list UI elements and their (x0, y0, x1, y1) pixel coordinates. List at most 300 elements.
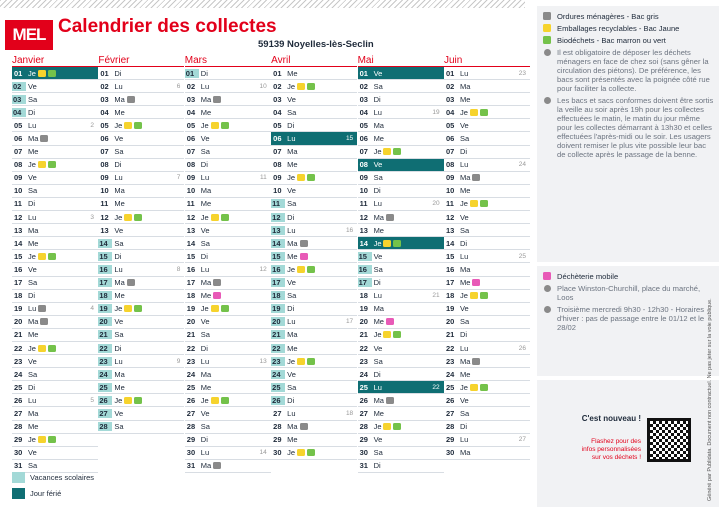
day-row (358, 67, 444, 80)
day-row (444, 224, 530, 237)
day-number: 09 (100, 173, 109, 183)
day-name: Lu (287, 317, 296, 327)
day-number: 10 (359, 186, 368, 196)
day-number: 12 (445, 212, 455, 222)
day-row (444, 303, 530, 316)
week-number: 13 (259, 357, 267, 365)
gray-bin-icon (213, 279, 221, 286)
day-name: Ma (287, 147, 298, 157)
day-row (185, 211, 271, 224)
day-name: Me (287, 435, 298, 445)
day-name: Je (459, 199, 468, 209)
day-row (358, 368, 444, 381)
day-name: Ma (114, 369, 125, 379)
day-number: 13 (14, 225, 23, 235)
day-number: 28 (273, 422, 282, 432)
legend-jaune: Emballages recyclables - Bac Jaune (557, 24, 680, 33)
day-row (12, 172, 98, 185)
day-number: 06 (273, 134, 282, 144)
day-name: Ve (373, 435, 383, 445)
day-name: Lu (200, 356, 210, 366)
day-row (98, 93, 184, 106)
day-row (12, 237, 98, 250)
day-name: Je (200, 212, 209, 222)
day-number: 16 (98, 265, 112, 274)
day-number: 21 (186, 330, 196, 340)
green-bin-icon (221, 214, 229, 221)
day-name: Je (28, 251, 36, 261)
day-row (358, 185, 444, 198)
gray-bin-icon (543, 12, 551, 20)
day-row (98, 303, 184, 316)
day-row (358, 355, 444, 368)
green-bin-icon (480, 200, 488, 207)
day-name: Me (200, 107, 212, 117)
day-name: Ma (287, 238, 298, 248)
day-name: Ma (459, 264, 471, 274)
day-number: 09 (186, 173, 196, 183)
week-number: 16 (345, 226, 354, 234)
day-row (271, 277, 357, 290)
day-name: Di (373, 278, 381, 288)
day-name: Di (114, 160, 122, 170)
day-name: Ma (114, 186, 125, 196)
day-row (271, 303, 357, 316)
green-bin-icon (393, 240, 401, 247)
day-number: 18 (14, 291, 23, 301)
day-row (98, 277, 184, 290)
day-row (185, 250, 271, 263)
day-row (185, 447, 271, 460)
month-column (12, 55, 98, 473)
key-vacances (12, 472, 94, 483)
day-name: Ma (459, 173, 471, 183)
day-name: Lu (200, 264, 210, 274)
day-number: 09 (445, 173, 455, 183)
green-bin-icon (221, 122, 229, 129)
day-number: 24 (359, 369, 368, 379)
header-hatch (0, 0, 525, 8)
day-row (12, 290, 98, 303)
day-number: 03 (100, 94, 109, 104)
gray-bin-icon (40, 135, 48, 142)
day-row (12, 277, 98, 290)
day-name: Me (459, 94, 471, 104)
day-name: Ma (200, 461, 212, 471)
day-row (358, 224, 444, 237)
day-row (98, 381, 184, 394)
day-row (185, 316, 271, 329)
day-number: 06 (14, 134, 23, 144)
day-name: Lu (287, 225, 296, 235)
month-name: Mai (358, 55, 444, 67)
day-number: 30 (359, 448, 368, 458)
day-name: Sa (287, 199, 297, 209)
day-row (12, 303, 98, 316)
yellow-bin-icon (383, 331, 391, 338)
month-column (271, 55, 357, 473)
day-number: 29 (359, 435, 368, 445)
day-name: Sa (200, 422, 210, 432)
day-row (271, 381, 357, 394)
day-name: Me (114, 291, 125, 301)
day-name: Me (114, 107, 125, 117)
green-bin-icon (393, 148, 401, 155)
day-name: Lu (28, 304, 37, 314)
green-bin-icon (48, 70, 56, 77)
day-number: 19 (98, 304, 112, 313)
green-bin-icon (307, 83, 315, 90)
day-name: Di (28, 199, 36, 209)
day-row (444, 447, 530, 460)
month-column (185, 55, 271, 473)
day-name: Me (114, 199, 125, 209)
day-name: Ma (287, 422, 298, 432)
day-name: Ma (373, 120, 384, 130)
day-name: Sa (200, 238, 210, 248)
day-name: Ve (114, 317, 124, 327)
day-name: Sa (459, 317, 470, 327)
day-row (444, 394, 530, 407)
day-name: Je (28, 435, 36, 445)
day-row (12, 93, 98, 106)
day-name: Me (459, 278, 471, 288)
week-number: 25 (518, 252, 526, 260)
day-row (12, 329, 98, 342)
day-row (12, 263, 98, 276)
day-number: 18 (445, 291, 455, 301)
day-number: 25 (98, 383, 112, 392)
day-number: 28 (186, 422, 196, 432)
day-row (185, 303, 271, 316)
gray-bin-icon (300, 423, 308, 430)
day-row (185, 277, 271, 290)
gray-bin-icon (38, 305, 46, 312)
day-number: 16 (186, 264, 196, 274)
pink-bin-icon (213, 292, 221, 299)
day-name: Ve (28, 81, 37, 91)
day-name: Ve (114, 225, 124, 235)
gray-bin-icon (472, 174, 480, 181)
decheterie-horaire: Troisième mercredi 9h30 - 12h30 - Horaires d'hiver : pas de passage entre le 01/12 et le 28/02 (557, 305, 705, 332)
week-number: 3 (90, 213, 94, 221)
clock-icon (544, 306, 551, 313)
day-number: 03 (12, 95, 26, 104)
day-name: Lu (287, 408, 296, 418)
day-number: 09 (273, 173, 282, 183)
week-number: 8 (176, 265, 181, 273)
yellow-bin-icon (38, 345, 46, 352)
day-number: 12 (14, 212, 23, 222)
day-row (12, 67, 98, 80)
day-row (271, 67, 357, 80)
day-name: Sa (28, 94, 38, 104)
day-row (12, 132, 98, 145)
day-row (271, 342, 357, 355)
day-row (98, 198, 184, 211)
day-row (358, 421, 444, 434)
day-name: Me (459, 369, 471, 379)
week-number: 17 (345, 318, 354, 326)
day-row (185, 407, 271, 420)
day-row (185, 159, 271, 172)
day-row (358, 303, 444, 316)
day-name: Di (200, 68, 208, 78)
day-row (12, 106, 98, 119)
day-row (271, 407, 357, 420)
green-bin-icon (307, 449, 315, 456)
day-name: Je (459, 382, 468, 392)
day-name: Je (287, 173, 296, 183)
day-name: Di (28, 382, 36, 392)
day-name: Sa (200, 147, 210, 157)
day-name: Ma (200, 278, 212, 288)
day-name: Ma (373, 304, 384, 314)
day-number: 22 (359, 343, 368, 353)
day-row (271, 146, 357, 159)
day-row (98, 368, 184, 381)
green-bin-icon (480, 384, 488, 391)
day-row (358, 329, 444, 342)
day-row (271, 119, 357, 132)
day-number: 02 (100, 81, 109, 91)
day-row (185, 368, 271, 381)
day-name: Di (373, 369, 381, 379)
day-number: 19 (359, 304, 368, 314)
day-name: Ve (373, 251, 383, 261)
day-row (98, 290, 184, 303)
week-number: 10 (259, 82, 267, 90)
day-row (185, 342, 271, 355)
day-number: 29 (14, 435, 23, 445)
day-number: 02 (445, 81, 455, 91)
day-number: 27 (273, 408, 282, 418)
day-name: Ma (200, 369, 212, 379)
day-name: Je (114, 212, 123, 222)
day-name: Ma (200, 186, 212, 196)
day-name: Lu (459, 435, 469, 445)
green-bin-icon (307, 358, 315, 365)
day-number: 10 (273, 186, 282, 196)
day-name: Sa (114, 422, 124, 432)
day-row (358, 237, 444, 250)
day-number: 29 (186, 435, 196, 445)
day-name: Di (200, 343, 208, 353)
day-row (444, 316, 530, 329)
day-row (185, 185, 271, 198)
day-name: Di (200, 251, 208, 261)
day-number: 29 (445, 435, 455, 445)
day-row (358, 93, 444, 106)
month-name: Janvier (12, 55, 98, 67)
day-row (98, 172, 184, 185)
month-column (444, 55, 530, 473)
day-row (185, 355, 271, 368)
day-row (185, 434, 271, 447)
day-row (98, 250, 184, 263)
day-name: Ve (459, 120, 469, 130)
day-name: Je (287, 81, 296, 91)
day-name: Sa (373, 81, 383, 91)
day-number: 20 (186, 317, 196, 327)
day-number: 26 (359, 395, 368, 405)
day-number: 04 (273, 107, 282, 117)
day-number: 25 (271, 383, 285, 392)
day-number: 08 (100, 160, 109, 170)
green-bin-icon (134, 305, 142, 312)
day-name: Lu (114, 264, 123, 274)
day-row (12, 447, 98, 460)
day-row (98, 407, 184, 420)
day-number: 06 (445, 134, 455, 144)
gray-bin-icon (472, 358, 480, 365)
day-number: 10 (14, 186, 23, 196)
day-number: 22 (271, 344, 285, 353)
day-name: Lu (459, 343, 469, 353)
day-number: 28 (14, 422, 23, 432)
day-row (444, 263, 530, 276)
day-row (98, 132, 184, 145)
day-row (358, 146, 444, 159)
day-name: Di (114, 68, 122, 78)
day-number: 13 (100, 225, 109, 235)
day-number: 11 (14, 199, 22, 209)
day-number: 14 (445, 238, 455, 248)
day-number: 05 (273, 120, 282, 130)
day-number: 04 (100, 107, 109, 117)
day-name: Lu (28, 395, 37, 405)
day-number: 03 (273, 94, 282, 104)
day-number: 23 (98, 357, 112, 366)
day-row (358, 277, 444, 290)
day-number: 28 (359, 422, 368, 432)
day-name: Ma (28, 225, 39, 235)
day-name: Lu (373, 382, 382, 392)
day-row (358, 394, 444, 407)
day-number: 27 (186, 408, 196, 418)
day-row (185, 237, 271, 250)
day-row (185, 80, 271, 93)
day-name: Je (459, 107, 468, 117)
day-number: 18 (186, 291, 196, 301)
nouveau-label: C'est nouveau ! (581, 414, 641, 423)
day-row (12, 368, 98, 381)
day-row (358, 290, 444, 303)
location-icon (544, 49, 551, 56)
day-row (271, 93, 357, 106)
legend-panel (537, 6, 719, 262)
day-number: 12 (359, 212, 368, 222)
day-row (271, 106, 357, 119)
day-name: Sa (287, 291, 297, 301)
page-title: Calendrier des collectes (58, 16, 277, 37)
day-row (12, 434, 98, 447)
location-icon (544, 285, 551, 292)
day-number: 25 (186, 382, 196, 392)
day-row (444, 277, 530, 290)
day-number: 27 (445, 408, 455, 418)
day-name: Sa (28, 186, 38, 196)
day-number: 19 (271, 304, 285, 313)
day-number: 31 (14, 461, 23, 471)
day-row (358, 447, 444, 460)
day-name: Di (28, 291, 36, 301)
day-row (98, 146, 184, 159)
day-number: 13 (445, 225, 455, 235)
day-name: Je (200, 120, 209, 130)
day-row (358, 198, 444, 211)
day-row (185, 93, 271, 106)
day-name: Ma (114, 278, 125, 288)
day-row (271, 394, 357, 407)
gray-bin-icon (127, 279, 135, 286)
day-number: 03 (186, 94, 196, 104)
day-number: 05 (359, 120, 368, 130)
day-name: Je (200, 304, 209, 314)
day-number: 21 (98, 330, 112, 339)
day-row (12, 316, 98, 329)
day-number: 24 (271, 370, 285, 379)
day-row (12, 407, 98, 420)
day-row (98, 159, 184, 172)
day-number: 21 (14, 330, 23, 340)
day-name: Je (28, 160, 36, 170)
day-number: 31 (186, 461, 196, 471)
day-name: Me (28, 330, 39, 340)
day-row (185, 132, 271, 145)
day-name: Di (459, 330, 468, 340)
day-name: Ve (28, 356, 37, 366)
qr-code[interactable] (647, 418, 691, 462)
month-name: Mars (185, 55, 271, 67)
yellow-bin-icon (124, 214, 132, 221)
day-row (358, 263, 444, 276)
day-number: 21 (271, 330, 285, 339)
day-name: Ve (114, 408, 124, 418)
day-name: Je (28, 68, 36, 78)
yellow-bin-icon (124, 122, 132, 129)
day-row (358, 434, 444, 447)
yellow-bin-icon (38, 436, 46, 443)
day-name: Me (28, 422, 39, 432)
day-number: 14 (14, 238, 23, 248)
day-name: Ve (459, 212, 469, 222)
yellow-bin-icon (297, 174, 305, 181)
day-number: 27 (98, 409, 112, 418)
day-row (271, 329, 357, 342)
day-number: 27 (359, 408, 368, 418)
day-name: Sa (287, 107, 297, 117)
day-number: 07 (14, 147, 23, 157)
day-row (358, 342, 444, 355)
day-row (12, 224, 98, 237)
day-row (444, 119, 530, 132)
legend-decheterie: Déchèterie mobile (557, 272, 619, 281)
day-number: 04 (186, 107, 196, 117)
day-name: Di (373, 186, 381, 196)
day-name: Sa (459, 134, 470, 144)
day-number: 08 (14, 160, 23, 170)
day-row (444, 211, 530, 224)
yellow-bin-icon (297, 83, 305, 90)
day-row (271, 132, 357, 145)
day-number: 18 (271, 291, 285, 300)
green-bin-icon (134, 214, 142, 221)
yellow-bin-icon (211, 305, 219, 312)
day-row (12, 250, 98, 263)
day-name: Me (28, 238, 39, 248)
day-row (98, 421, 184, 434)
